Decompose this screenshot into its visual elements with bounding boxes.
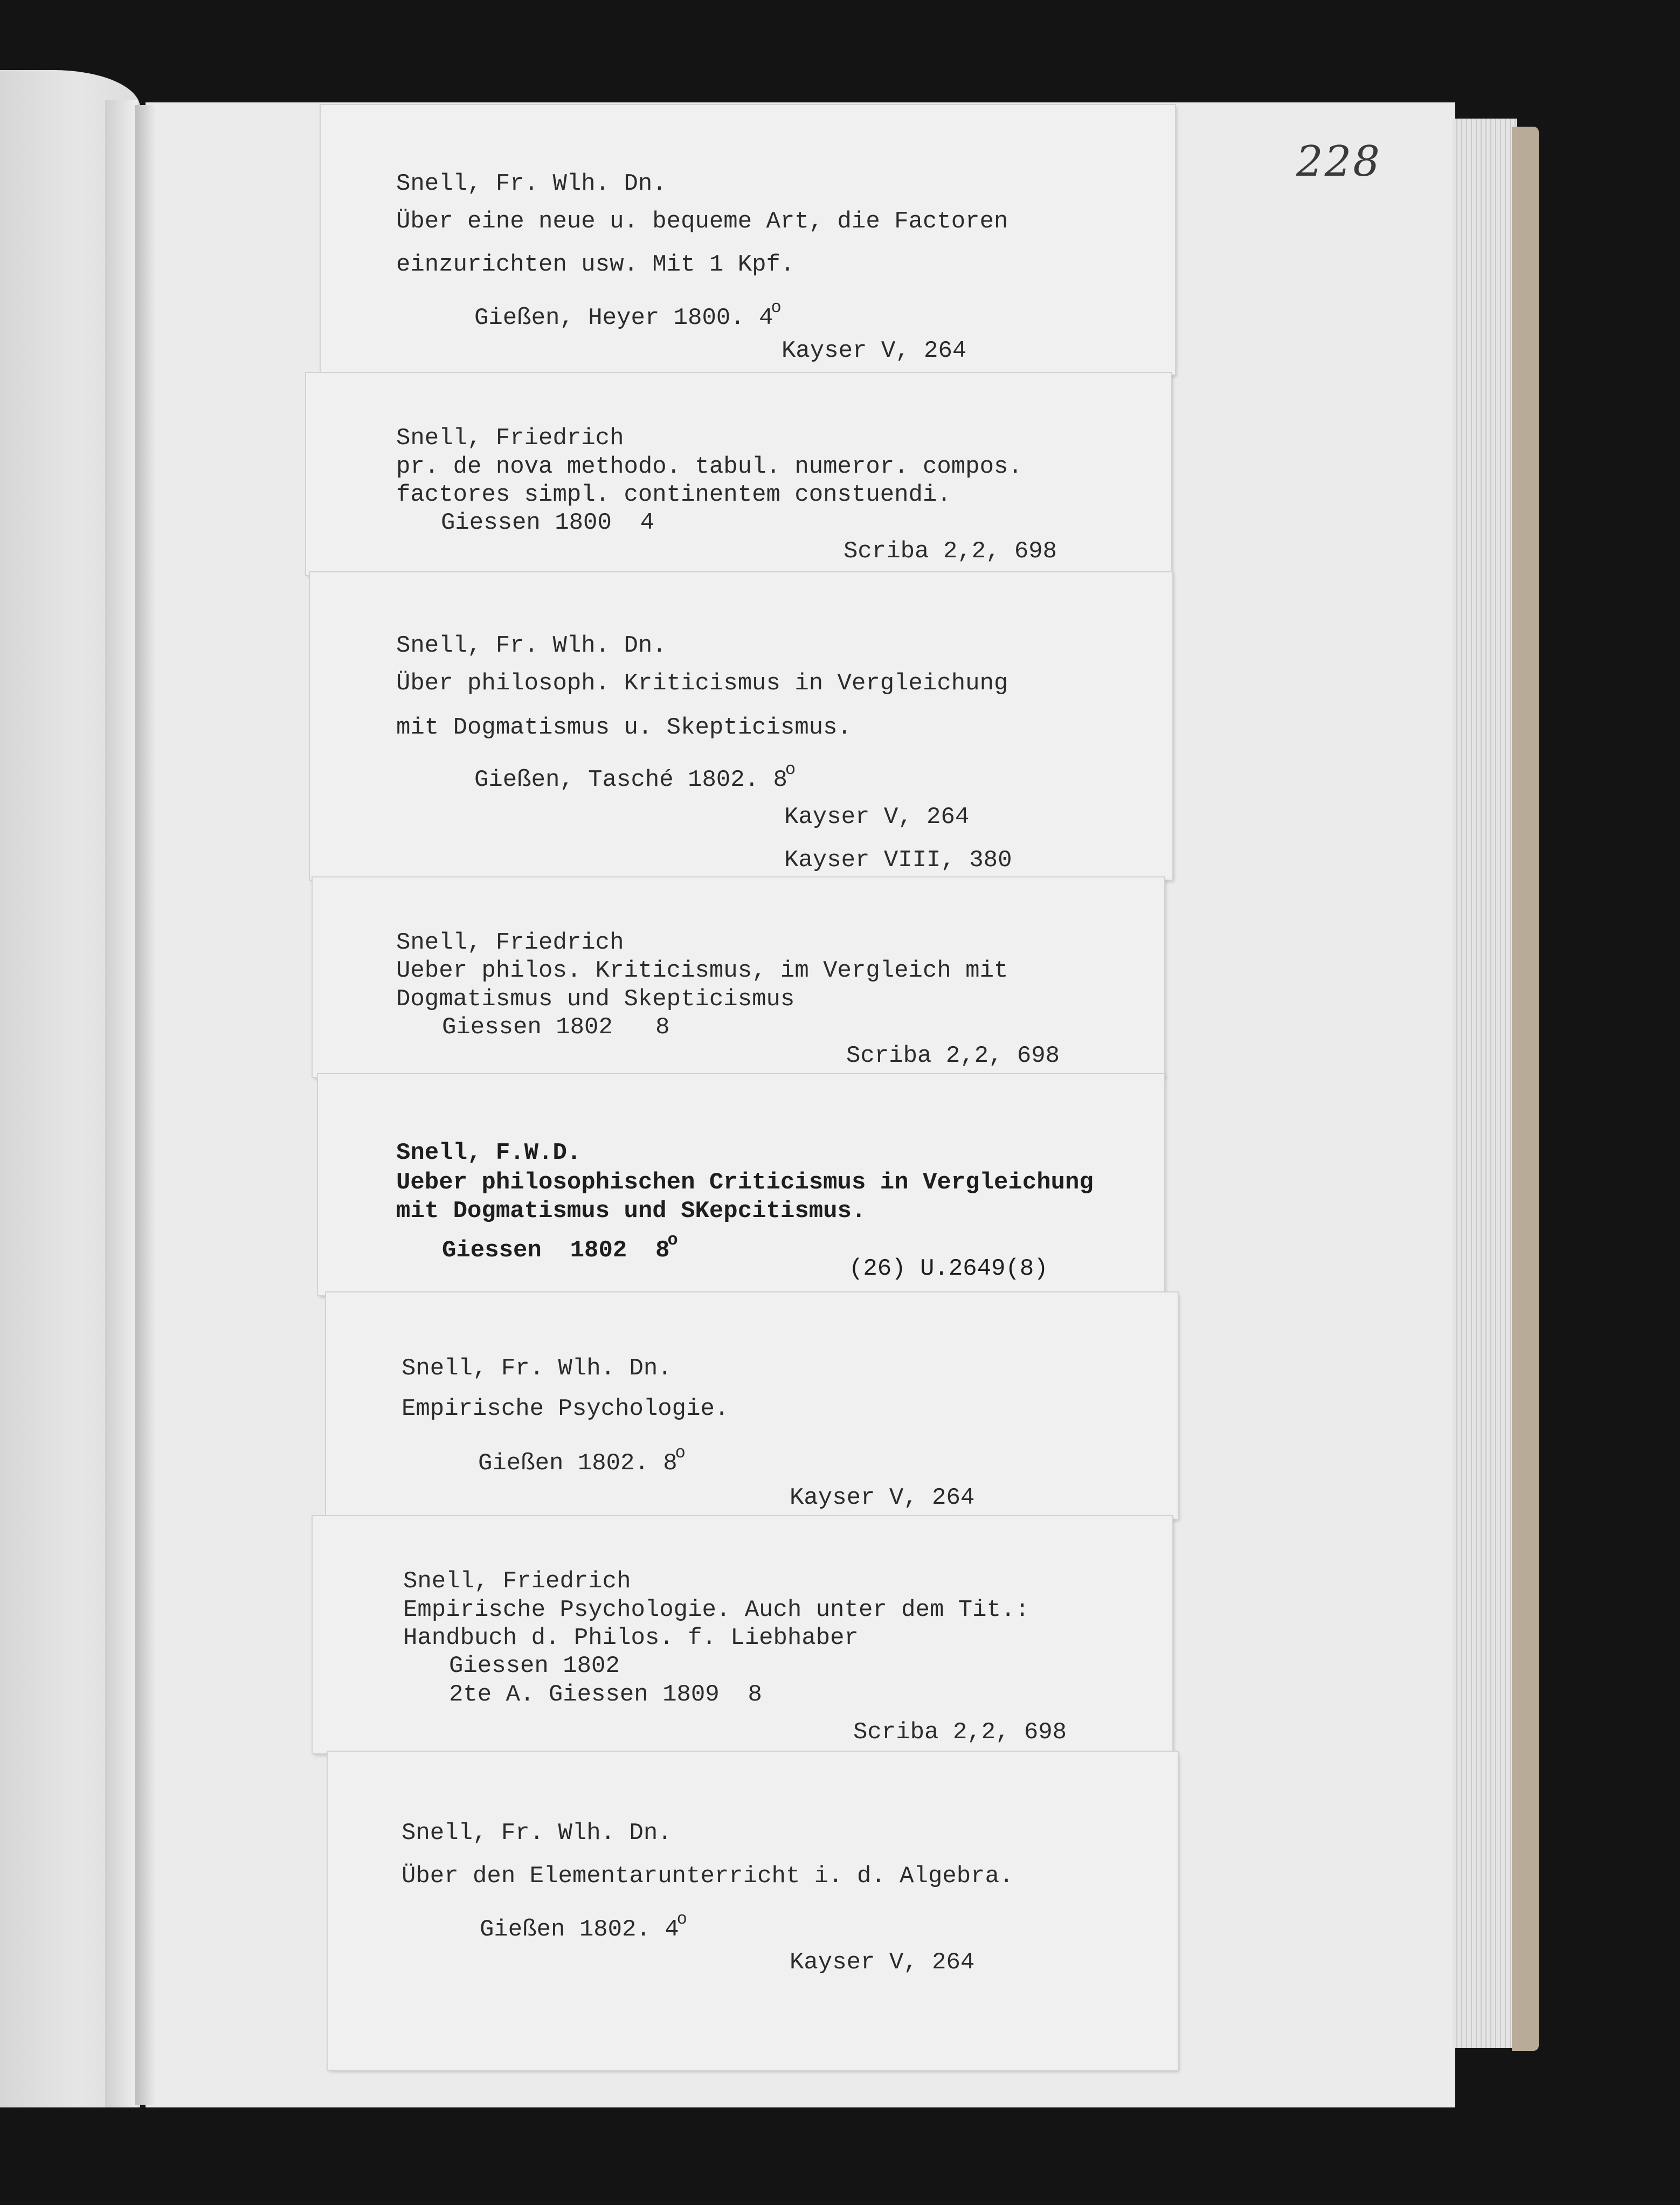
card-author: Snell, Friedrich bbox=[396, 929, 624, 956]
degree-mark: o bbox=[771, 298, 782, 317]
card-author: Snell, Fr. Wlh. Dn. bbox=[402, 1355, 672, 1382]
card-imprint-text: Gießen, Tasché 1802. 8 bbox=[474, 766, 787, 793]
catalog-card-8 bbox=[328, 1752, 1178, 2070]
card-title-line: Dogmatismus und Skepticismus bbox=[396, 986, 795, 1013]
card-author: Snell, Friedrich bbox=[396, 425, 624, 452]
degree-mark: o bbox=[675, 1443, 686, 1463]
catalog-card-3 bbox=[310, 572, 1172, 880]
card-imprint-text: Giessen 1802 8 bbox=[442, 1237, 670, 1264]
card-reference: Scriba 2,2, 698 bbox=[846, 1042, 1060, 1069]
card-title-line: Handbuch d. Philos. f. Liebhaber bbox=[403, 1625, 859, 1651]
gutter-shadow bbox=[135, 105, 156, 2105]
card-title-line: Ueber philosophischen Criticismus in Vergleichung bbox=[396, 1169, 1094, 1196]
card-author: Snell, Fr. Wlh. Dn. bbox=[396, 632, 667, 659]
card-title-line: mit Dogmatismus u. Skepticismus. bbox=[396, 714, 852, 741]
catalog-card-6 bbox=[326, 1292, 1178, 1519]
card-reference: Kayser V, 264 bbox=[784, 804, 970, 831]
card-reference: Kayser VIII, 380 bbox=[784, 847, 1012, 874]
card-imprint bbox=[478, 1439, 686, 1477]
card-title-line: Empirische Psychologie. bbox=[402, 1395, 729, 1422]
card-title-line: factores simpl. continentem constuendi. bbox=[396, 481, 951, 508]
card-imprint-text: Gießen 1802. 4 bbox=[480, 1916, 679, 1943]
card-imprint-text: Gießen, Heyer 1800. 4 bbox=[474, 305, 773, 331]
card-imprint bbox=[474, 294, 782, 332]
card-imprint: 2te A. Giessen 1809 8 bbox=[449, 1681, 762, 1708]
left-page-edge bbox=[105, 100, 137, 2107]
card-reference: Kayser V, 264 bbox=[782, 337, 967, 364]
card-title-line: mit Dogmatismus und SKepcitismus. bbox=[396, 1198, 866, 1225]
catalog-card-7 bbox=[313, 1516, 1172, 1753]
card-reference: Scriba 2,2, 698 bbox=[853, 1719, 1067, 1746]
card-title-line: Ueber philos. Kriticismus, im Vergleich mit bbox=[396, 957, 1008, 984]
card-title-line: Über eine neue u. bequeme Art, die Factoren bbox=[396, 208, 1008, 235]
card-imprint: Giessen 1800 4 bbox=[441, 509, 655, 536]
card-author: Snell, Friedrich bbox=[403, 1568, 631, 1595]
degree-mark: o bbox=[667, 1230, 678, 1250]
page-number: 228 bbox=[1296, 137, 1381, 186]
card-imprint bbox=[442, 1226, 678, 1264]
degree-mark: o bbox=[785, 759, 796, 779]
card-title-line: Über den Elementarunterricht i. d. Algebra. bbox=[402, 1863, 1014, 1890]
card-imprint-text: Gießen 1802. 8 bbox=[478, 1450, 677, 1477]
card-title-line: Über philosoph. Kriticismus in Vergleichung bbox=[396, 670, 1008, 697]
card-reference: (26) U.2649(8) bbox=[849, 1255, 1048, 1282]
card-author: Snell, F.W.D. bbox=[396, 1139, 582, 1166]
card-imprint: Giessen 1802 8 bbox=[442, 1014, 670, 1041]
card-title-line: Empirische Psychologie. Auch unter dem Tit.: bbox=[403, 1596, 1029, 1623]
catalog-card-4 bbox=[313, 877, 1164, 1077]
card-title-line: einzurichten usw. Mit 1 Kpf. bbox=[396, 251, 795, 278]
catalog-card-5 bbox=[318, 1074, 1164, 1295]
card-reference: Kayser V, 264 bbox=[790, 1484, 975, 1511]
card-reference: Scriba 2,2, 698 bbox=[844, 538, 1057, 565]
card-imprint bbox=[474, 756, 796, 794]
page-stack-edge bbox=[1453, 119, 1517, 2048]
card-author: Snell, Fr. Wlh. Dn. bbox=[396, 170, 667, 197]
card-author: Snell, Fr. Wlh. Dn. bbox=[402, 1820, 672, 1847]
card-title-line: pr. de nova methodo. tabul. numeror. compos. bbox=[396, 453, 1022, 480]
degree-mark: o bbox=[676, 1909, 687, 1929]
card-imprint: Giessen 1802 bbox=[449, 1653, 620, 1679]
book-cover-edge bbox=[1512, 127, 1539, 2051]
catalog-card-1 bbox=[321, 105, 1175, 375]
card-imprint bbox=[480, 1905, 687, 1944]
catalog-card-2 bbox=[306, 373, 1171, 575]
card-reference: Kayser V, 264 bbox=[790, 1949, 975, 1976]
